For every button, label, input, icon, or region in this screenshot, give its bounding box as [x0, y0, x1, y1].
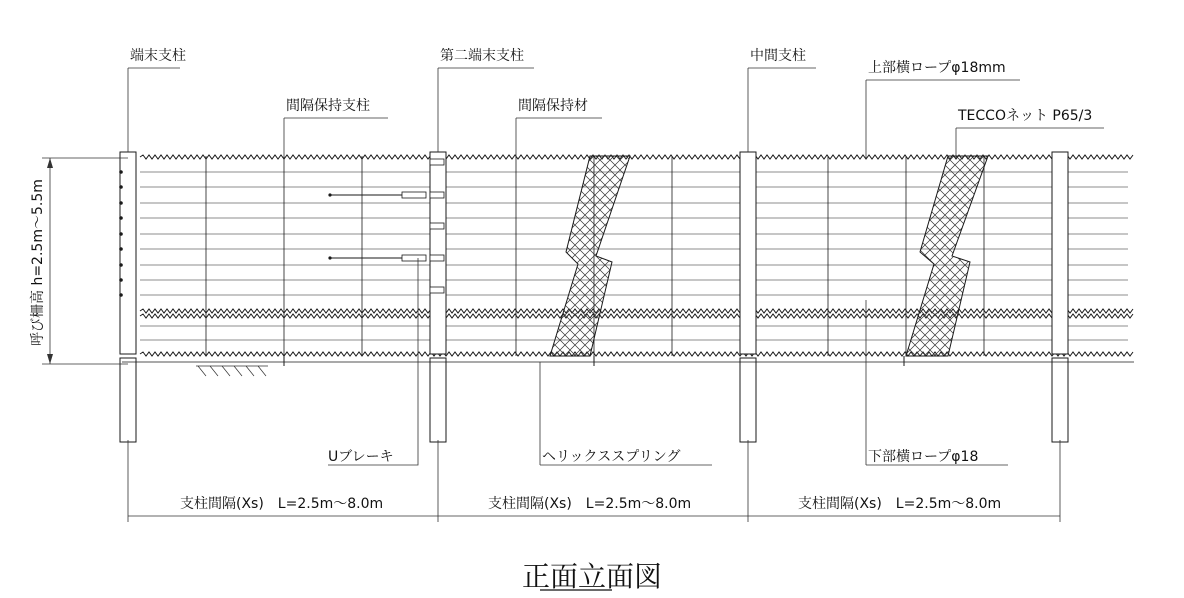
- label-upper-rope: 上部横ロープφ18mm: [868, 60, 1006, 76]
- clamp-4: [430, 287, 444, 293]
- anchor-dot-6: [119, 263, 123, 267]
- dimension-span-3: 支柱間隔(Xs) L=2.5m～8.0m: [798, 496, 1002, 512]
- clamp-2: [430, 223, 444, 229]
- label-helix-spring: ヘリックススプリング: [542, 449, 681, 465]
- clamp-0: [430, 159, 444, 165]
- anchor-dot-0: [119, 170, 123, 174]
- label-height: 呼び柵高 h=2.5m～5.5m: [30, 179, 46, 346]
- dimension-span-2: 支柱間隔(Xs) L=2.5m～8.0m: [488, 496, 692, 512]
- clamp-3: [430, 255, 444, 261]
- dimension-span-1: 支柱間隔(Xs) L=2.5m～8.0m: [180, 496, 384, 512]
- anchor-dot-8: [119, 293, 123, 297]
- post-0: [120, 152, 136, 354]
- u-brake-0: [402, 192, 426, 198]
- anchor-dot-4: [119, 232, 123, 236]
- anchor-dot-3: [119, 216, 123, 220]
- label-end-post: 端末支柱: [130, 48, 186, 64]
- height-dimension: [42, 158, 128, 364]
- clamp-1: [430, 192, 444, 198]
- brake-end-0: [328, 193, 331, 196]
- ground-hatch: [196, 366, 268, 376]
- post-foundation-0: [120, 358, 136, 442]
- brake-end-1: [328, 256, 331, 259]
- post-foundation-2: [740, 358, 756, 442]
- post-3: [1052, 152, 1068, 354]
- post-foundation-1: [430, 358, 446, 442]
- label-spacer: 間隔保持材: [518, 98, 588, 114]
- post-foundation-3: [1052, 358, 1068, 442]
- label-second-end-post: 第二端末支柱: [440, 48, 524, 64]
- anchor-dot-5: [119, 247, 123, 251]
- post-2: [740, 152, 756, 354]
- label-tecco-net: TECCOネット P65/3: [958, 108, 1093, 124]
- label-spacer-post: 間隔保持支柱: [286, 98, 370, 114]
- anchor-dot-7: [119, 278, 123, 282]
- drawing-title: 正面立面図: [521, 560, 663, 593]
- label-u-brake: Uブレーキ: [328, 449, 394, 465]
- u-brake-1: [402, 255, 426, 261]
- anchor-dot-2: [119, 201, 123, 205]
- label-lower-rope: 下部横ロープφ18: [868, 449, 979, 465]
- anchor-dot-1: [119, 185, 123, 189]
- post-1: [430, 152, 446, 354]
- fence-structure: [119, 152, 1134, 442]
- label-middle-post: 中間支柱: [750, 48, 806, 64]
